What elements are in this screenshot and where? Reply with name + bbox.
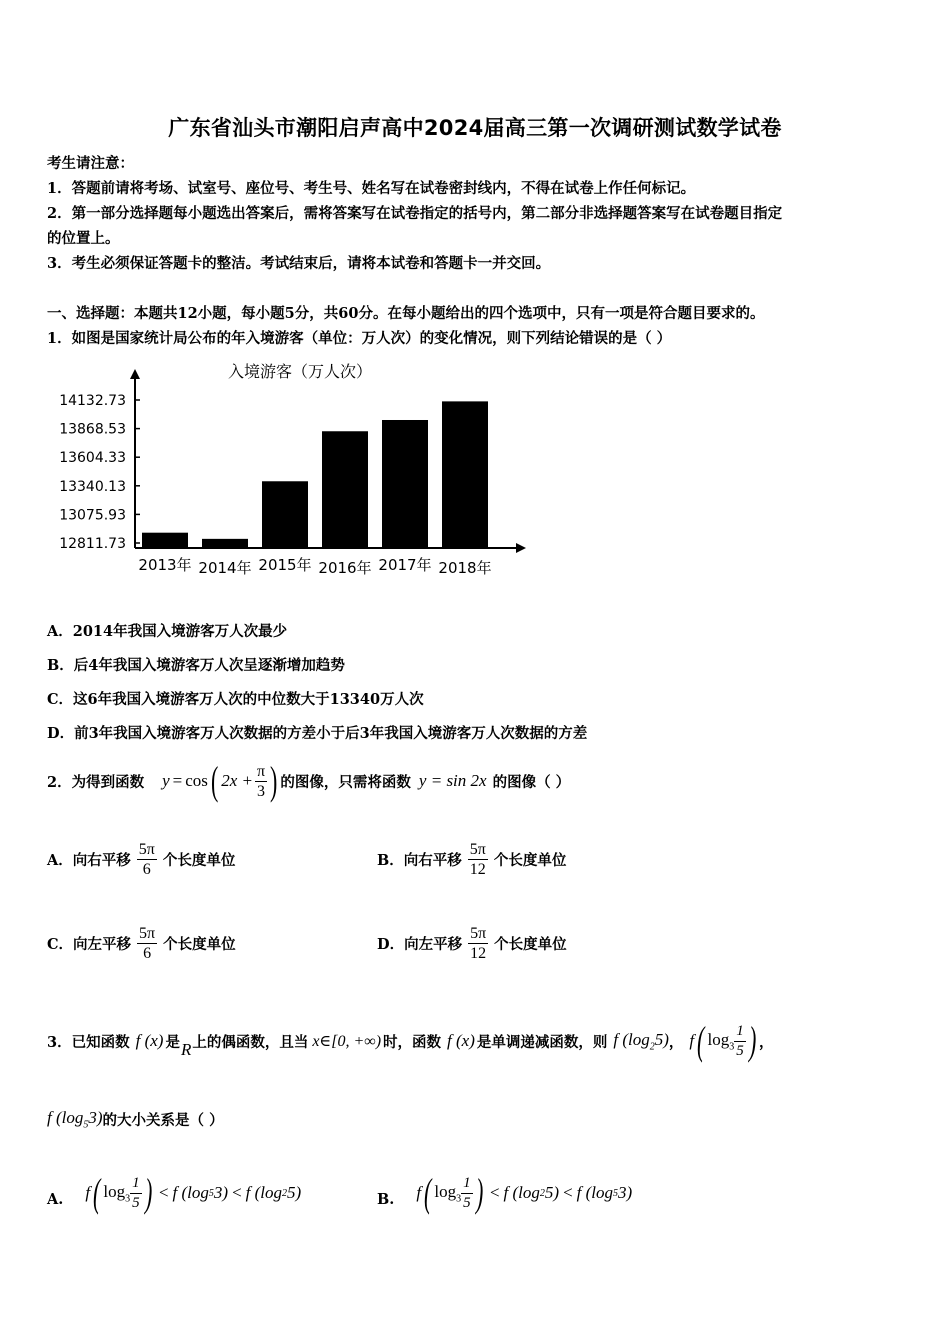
x-tick-label: 2018年 [438,559,492,577]
notice-item-1: 1．答题前请将考场、试室号、座位号、考生号、姓名写在试卷密封线内，不得在试卷上作任何标记。 [47,180,696,197]
y-axis-arrow [130,369,140,379]
y-tick-label: 13340.13 [59,478,126,495]
chart-title: 入境游客（万人次） [227,362,373,381]
q2-func1-cos: cos [185,771,208,790]
q1-option-b: B．后4年我国入境游客万人次呈逐渐增加趋势 [47,657,345,674]
q2-frac-pi-3: $\frac{\pi}{3}$ [257,762,266,800]
q2-option-c: C．向左平移 $\frac{5\pi}{6}$ 个长度单位 [47,925,236,962]
bar-2016年 [322,431,368,548]
q2-option-a: A．向右平移 $\frac{5\pi}{6}$ 个长度单位 [47,841,236,878]
q2-func1-arg: 2x + [221,771,254,790]
x-tick-label: 2014年 [198,559,252,577]
q2-option-d: D．向左平移 $\frac{5\pi}{12}$ 个长度单位 [377,925,567,962]
q2-func1-lhs: y [162,771,170,790]
x-tick-label: 2015年 [258,556,312,574]
q3-option-a: A. f ( $\log_3$ $\frac{1}{5}$ ) < f (log 5 3) < f (log 2 5) [47,1170,302,1215]
q3-stem-line2: f $(\log_53)$ 的大小关系是（ ） [47,1108,224,1131]
notice-heading: 考生请注意： [47,155,134,172]
x-tick-label: 2016年 [318,559,372,577]
x-tick-label: 2017年 [378,556,432,574]
section-heading: 一、选择题：本题共12小题，每小题5分，共60分。在每小题给出的四个选项中，只有一项是符合题目要求的。 [47,305,765,322]
q3-stem: 3．已知函数 f (x) 是 R 上的偶函数，且当 x∈[0, +∞) 时，函数 f (x) 是单调递减函数，则 f $(\log_25)$ ， f ( $\log_3$ $\frac{1}{5}$ ) ， [47,1018,774,1063]
q1-option-d: D．前3年我国入境游客万人次数据的方差小于后3年我国入境游客万人次数据的方差 [47,725,588,742]
y-tick-label: 12811.73 [59,536,126,552]
right-paren: ) [270,758,278,803]
q1-option-a: A．2014年我国入境游客万人次最少 [47,623,288,640]
y-tick-label: 13868.53 [59,421,126,438]
q2-stem [47,758,570,804]
notice-item-3: 3．考生必须保证答题卡的整洁。考试结束后，请将本试卷和答题卡一并交回。 [47,255,551,272]
q2-func2: y = sin 2x [418,771,487,790]
q1-stem: 1．如图是国家统计局公布的年入境游客（单位：万人次）的变化情况，则下列结论错误的是（ ） [47,330,672,347]
y-tick-label: 13604.33 [59,450,126,467]
x-tick-label: 2013年 [138,556,192,574]
q2-suffix: 的图像（ ） [492,773,571,791]
q2-option-b: B．向右平移 $\frac{5\pi}{12}$ 个长度单位 [377,841,567,878]
notice-item-2: 2．第一部分选择题每小题选出答案后，需将答案写在试卷指定的括号内，第二部分非选择题答案写在试卷题目指定 [47,205,783,222]
bar-2017年 [382,420,428,548]
q2-middle: 的图像，只需将函数 [280,773,411,791]
left-paren: ( [210,758,219,803]
bar-2013年 [142,533,188,548]
y-tick-label: 13075.93 [59,507,126,524]
x-axis-arrow [516,543,526,553]
q3-option-b: B. f ( $\log_3$ $\frac{1}{5}$ ) < f (log 2 5) < f (log 5 3) [377,1170,633,1215]
page-title: 广东省汕头市潮阳启声高中2024届高三第一次调研测试数学试卷 [168,116,782,140]
bar-2018年 [442,401,488,548]
q1-option-c: C．这6年我国入境游客万人次的中位数大于13340万人次 [47,691,424,708]
q2-func1-eq: = [172,771,183,790]
tourist-bar-chart [40,355,540,590]
f-log3-one-fifth: f ( $\log_3$ $\frac{1}{5}$ ) [689,1018,757,1063]
q2-prefix: 2．为得到函数 [47,773,145,791]
bar-2015年 [262,481,308,548]
y-tick-label: 14132.73 [59,393,126,409]
notice-item-2-cont: 的位置上。 [47,230,120,247]
bar-2014年 [202,539,248,548]
